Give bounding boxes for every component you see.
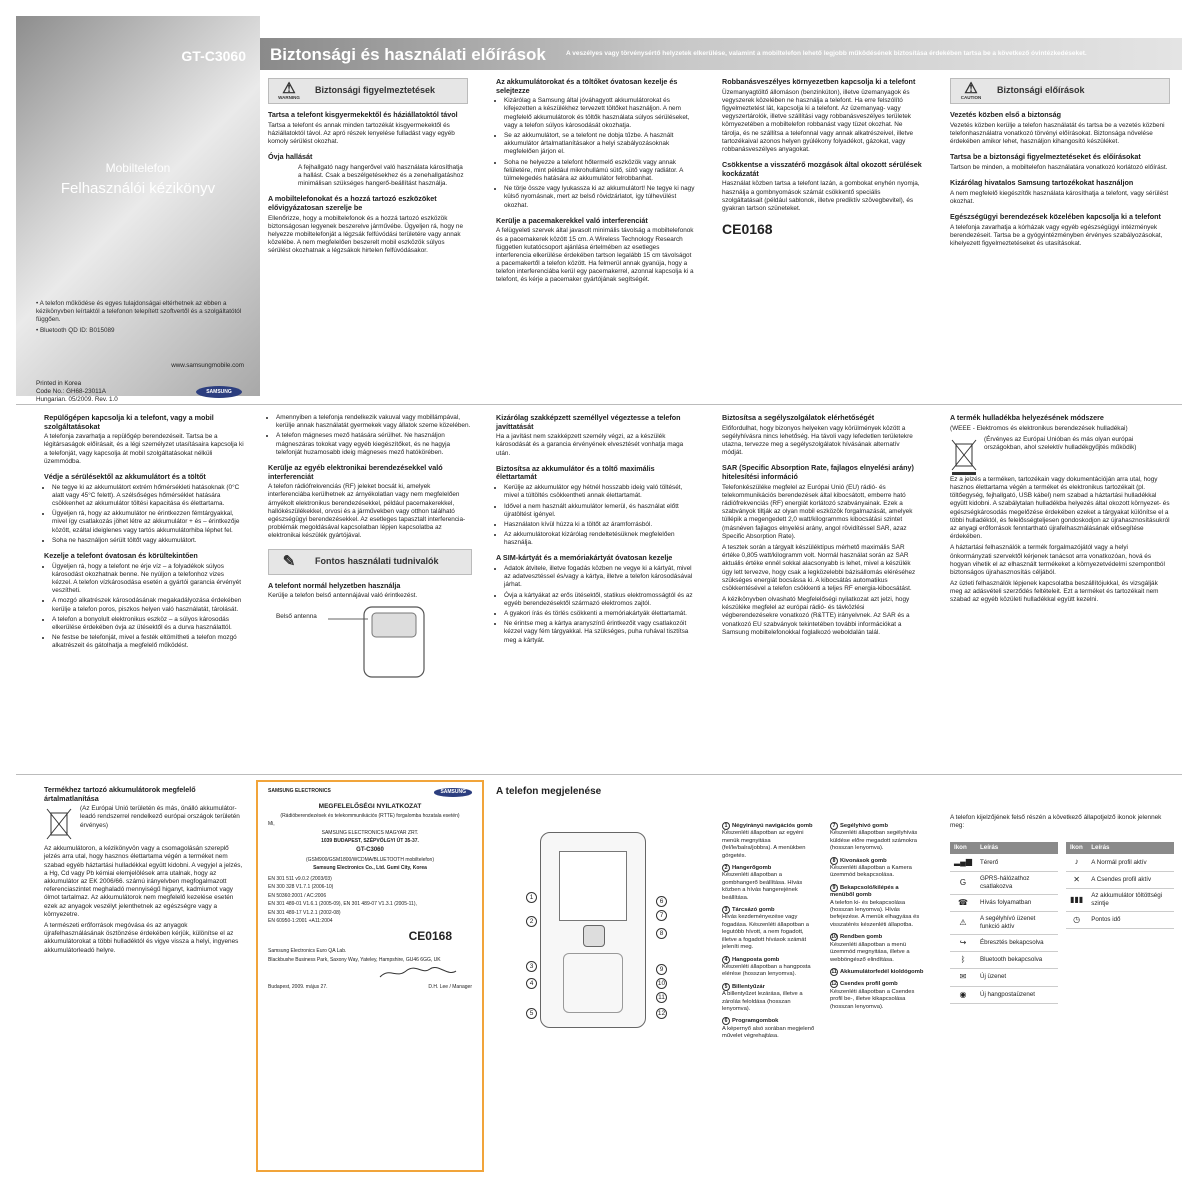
status-icon-table — [950, 842, 1058, 1003]
table-row: ▮▮▮ Az akkumulátor töltöttségi szintje — [1066, 889, 1174, 912]
section-text: Ellenőrizze, hogy a mobiltelefonok és a hozzá tartozó eszközök biztonságosan legyenek beszerelve járművébe. Ügyeljen rá, hogy ne helyezze mobiltelefonját a légzsák felfúvódási területére vagy annak közelébe. A nem megfelelően beszerelt mobil eszközök súlyos sérülést okozhatnak a légzsákok hirtelen felfúvódásakor. — [268, 214, 464, 255]
section-text: A telefonja zavarhatja a repülőgép berendezéseit. Tartsa be a légitársaságok előírásait, és a légi személyzet utasításaira kapcsolja ki a telefonját, vagy kapcsolja át mobil szolgáltatásokat nélküli üzemmódba. — [44, 433, 244, 465]
section-heading: Tartsa be a biztonsági figyelmeztetéseket és előírásokat — [950, 152, 1141, 162]
decl-subtitle: (Rádióberendezések és telekommunikációs (RTTE) forgalomba hozatala esetén) — [280, 812, 460, 819]
list-item: • A mozgó alkatrészek károsodásának megakadályozása érdekében kerülje a telefon poros, piszkos helyen való használatát, tárolását. — [52, 597, 244, 613]
list-item: • Soha ne használjon sérült töltőt vagy akkumulátort. — [52, 537, 244, 545]
decl-standard: EN 301 511 v9.0.2 (2003/03) — [268, 875, 332, 882]
list-item: • Óvja a kártyákat az erős ütésektől, statikus elektromosságtól és az egyéb berendezésektől származó elektromos zajtól. — [504, 592, 696, 608]
table-row: ◉ Új hangpostaüzenet — [950, 986, 1058, 1003]
section-heading: Egészségügyi berendezések közelében kapcsolja ki a telefont — [950, 212, 1161, 222]
section-heading: A SIM-kártyát és a memóriakártyát óvatosan kezelje — [496, 553, 673, 563]
mid-col-3 — [496, 414, 696, 774]
samsung-logo: SAMSUNG — [196, 386, 242, 398]
bullet-list — [504, 565, 696, 645]
table-row: ◷ Pontos idő — [1066, 911, 1174, 928]
antenna-label: Belső antenna — [276, 613, 317, 621]
list-item: • Az akkumulátorokat kizárólag rendeltetésüknek megfelelően használja. — [504, 531, 696, 547]
list-item: • Ne tegye ki az akkumulátort extrém hőmérsékleti hatásoknak (0°C alatt vagy 45°C felett). A szélsőséges hőmérséklet hatására csökkenhet az akkumulátor töltési kapacitása és élettartama. — [52, 484, 244, 509]
list-item: • A telefon a bonyolult elektronikus eszköz – a súlyos károsodás elkerülése érdekében óvja az ütésektől és a durva használattól. — [52, 616, 244, 632]
phone-screen — [559, 851, 627, 921]
list-item: • Használaton kívül húzza ki a töltőt az áramforrásból. — [504, 521, 696, 529]
decl-address: 1039 BUDAPEST, SZÉPVÖLGYI ÚT 35-37. — [321, 838, 419, 845]
antenna-figure — [268, 603, 472, 683]
section-heading: Vezetés közben első a biztonság — [950, 110, 1062, 119]
samsung-logo: SAMSUNG — [434, 788, 472, 797]
key-item: 9 Bekapcsoló/kilépés a menüből gomb A telefon ki- és bekapcsolása (hosszan lenyomva). Hívás befejezése. A menük elhagyása és visszatérés készenléti állapotba. — [830, 884, 920, 928]
table-row: ▂▄▆ Térerő — [950, 854, 1058, 871]
message-icon: ✉ — [950, 969, 976, 986]
bottom-col-3 — [496, 786, 926, 1171]
table-header: Ikon — [950, 842, 976, 854]
key-item: 2 Hangerőgomb Készenléti állapotban a gombhangerő beállítása. Hívás közben a hívás hangerejének beállítása. — [722, 865, 803, 901]
cover-panel — [16, 16, 260, 404]
battery-weee-block — [44, 805, 244, 845]
mid-col-1 — [44, 414, 244, 774]
section-text: A telefon rádiófrekvenciás (RF) jeleket bocsát ki, amelyek interferenciába kerülhetnek az árnyékolatlan vagy nem megfelelően árnyékolt elektronikus berendezésekkel, például pacemakerekkel, hallókészülékekkel, orvosi és a járművekben vagy otthon található egészségügyi berendezésekkel. Az esetleges tapasztalt interferencia-problémák megoldásával kapcsolatban lépjen kapcsolatba az elektronikai készülék gyártójával. — [268, 483, 466, 540]
section-heading: Kizárólag szakképzett személlyel végeztesse a telefon javíttatását — [496, 413, 681, 431]
top-col-1 — [268, 78, 468, 398]
decl-notified: Samsung Electronics Euro QA Lab. — [268, 948, 347, 955]
section-text: A telefonja zavarhatja a kórházak vagy egyéb egészségügyi intézmények berendezéseit. Tartsa be a gyógyintézményben érvényes szabályozásokat, kihelyezett figyelmeztetéseket és utasításokat. — [950, 223, 1163, 248]
section-heading: Termékhez tartozó akkumulátorok megfelelő ártalmatlanítása — [44, 785, 196, 803]
callout-5: 5 — [526, 1008, 537, 1019]
signal-icon: ▂▄▆ — [950, 854, 976, 871]
cover-title: Felhasználói kézikönyv — [60, 180, 216, 197]
mid-col-5 — [950, 414, 1170, 774]
list-item: • Ne érintse meg a kártya aranyszínű érintkezőit vagy csatlakozóit kézzel vagy fém tárgyakkal. Ha szükséges, puha ruhával tisztítsa meg a kártyát. — [504, 620, 696, 645]
print-info — [36, 380, 118, 404]
decl-text: Mi, — [268, 821, 275, 828]
list-item: • Ügyeljen rá, hogy az akkumulátor ne érintkezzen fémtárgyakkal, mivel így csatlakozás jöhet létre az akkumulátor + és – érintkezője között, ezáltal ideiglenes vagy tartós akkumulátorhiba léphet fel. — [52, 510, 244, 535]
normal-profile-icon: ♪ — [1066, 854, 1087, 871]
crossed-bin-icon — [950, 436, 978, 476]
status-icon-tables — [950, 842, 1176, 1003]
section-heading: Kezelje a telefont óvatosan és körültekintően — [44, 550, 198, 560]
table-row: ᛒ Bluetooth bekapcsolva — [950, 952, 1058, 969]
decl-standard: EN 60950-1:2001 +A11:2004 — [268, 918, 333, 925]
section-text: Üzemanyagtöltő állomáson (benzinkúton), illetve üzemanyagok és vegyszerek közelében ne használja a telefont. Ha erre felszólító figyelmeztetést lát, kapcsolja ki a telefont. Az üzemanyag- vagy vegyszertárolók, illetve szállítási vagy robbanásveszélyes területek környezetében a mobiltelefon robbanást vagy tüzet okozhat. Ne tárolja, és ne szállítsa a telefonnal vagy annak alkatrészeivel, illetve tartozékaival azonos helyen gyúlékony folyadékot, gázokat, vagy robbanásveszélyes anyagokat. — [722, 88, 914, 153]
section-text: Telefonkészüléke megfelel az Európai Unió (EU) rádió- és telekommunikációs berendezések által kibocsátott, emberre ható rádiófrekvenciás (RF) energiát korlátozó szabványainak. Ezek a szabványok tiltják az olyan mobil eszközök forgalmazását, amelyek túllépik a megengedett 2,0 watt/kilogrammos kibocsátási szintet (másnéven fajlagos elnyelési arány, angol rövidítéssel SAR, azaz Specific Absorption Rate). — [722, 483, 913, 540]
bluetooth-icon: ᛒ — [950, 952, 976, 969]
section-heading: Tartsa a telefont kisgyermekektől és háziállatoktól távol — [268, 110, 458, 119]
list-item: • Soha ne helyezze a telefont hőtermelő eszközök vagy annak felületére, mint például mikrohullámú sütő, sütő vagy radiátor. A túlmelegedés hatására az akkumulátor felrobbanhat. — [504, 159, 696, 184]
bottom-col-4 — [950, 814, 1176, 1044]
decl-standard: EN 301 489-01 V1.6.1 (2005-09), EN 301 489-07 V1.3.1 (2005-11), — [268, 901, 417, 908]
table-row: ✕ A Csendes profil aktív — [1066, 871, 1174, 888]
key-item: 3 Tárcsázó gomb Hívás kezdeményezése vagy fogadása. Készenléti állapotban a legutóbb hívott, a nem fogadott, illetve a fogadott hívások számát jeleníti meg. — [722, 907, 810, 951]
page-title: Biztonsági és használati előírások — [270, 45, 546, 64]
warning-box-title: Biztonsági figyelmeztetések — [315, 85, 436, 96]
section-text: (WEEE - Elektromos és elektronikus berendezések hulladékai) — [950, 424, 1128, 432]
section-text: A tesztek során a tárgyalt készüléktípus mérhető maximális SAR értéke 0,805 watt/kilogramm volt. Normál használat során az SAR aktuális értéke ennél sokkal alacsonyabb is lehet, mivel a készülék úgy lett tervezve, hogy csak a legközelebbi bázisállomás eléréséhez szükséges energiát bocsássa ki. A kibocsátás automatikus csökkentésével a telefon csökkenti a teljes RF energia-kibocsátást. — [722, 543, 916, 592]
website: www.samsungmobile.com — [171, 362, 244, 369]
decl-notified-address: Blackbushe Business Park, Saxony Way, Yateley, Hampshire, GU46 6GG, UK — [268, 956, 441, 963]
cover-notes — [36, 300, 242, 338]
callout-1: 1 — [526, 892, 537, 903]
key-list-right — [830, 822, 924, 1015]
print-line: Hungarian. 05/2009. Rev. 1.0 — [36, 396, 118, 404]
crossed-bin-icon — [44, 805, 74, 845]
section-text: A felügyeleti szervek által javasolt minimális távolság a mobiltelefonok és a pacemakerek között 15 cm. A Wireless Technology Research független kutatócsoport ajánlása értelmében az esetleges interferencia elkerülése érdekében tartson legalább 15 cm távolságot a pacemakertől a telefon között. Ha felmerül annak gyanúja, hogy a telefon interferenciába kerül egy pacemakerrel, azonnal kapcsolja ki a telefont, és kérje a pacemaker gyártójának segítségét. — [496, 227, 694, 284]
key-item: 6 Programgombok A képernyő alsó sorában megjelenő művelet végrehajtása. — [722, 1018, 815, 1040]
decl-standards — [268, 876, 472, 925]
decl-product: GT-C3060 — [356, 846, 384, 853]
voicemail-icon: ◉ — [950, 986, 976, 1003]
table-header: Leírás — [976, 842, 1058, 854]
callout-3: 3 — [526, 961, 537, 972]
icons-intro: A telefon kijelzőjének felső részén a következő állapotjelző ikonok jelennek meg: — [950, 814, 1162, 830]
list-item: • Kerülje az akkumulátor egy hétnél hosszabb ideig való töltését, mivel a túltöltés csökkentheti annak élettartamát. — [504, 484, 696, 500]
note-icon: ✎ — [282, 553, 296, 571]
mid-col-4 — [722, 414, 922, 774]
key-item: 11 Akkumulátorfedél kioldógomb — [831, 968, 924, 975]
top-col-4 — [950, 78, 1170, 398]
list-item: • Idővel a nem használt akkumulátor lemerül, és használat előtt újratöltést igényel. — [504, 503, 696, 519]
phone-antenna-illustration — [328, 603, 438, 683]
silent-profile-icon: ✕ — [1066, 871, 1087, 888]
key-item: 5 Billentyűzár A billentyűzet lezárása, illetve a zárolás feloldása (hosszan lenyomva). — [722, 983, 803, 1012]
key-item: 8 Kivonások gomb Készenléti állapotban a Kamera üzemmód bekapcsolása. — [830, 857, 912, 879]
bullet-list — [52, 563, 244, 651]
section-heading: SAR (Specific Absorption Rate, fajlagos elnyelési arány) hitelesítési információ — [722, 463, 914, 482]
warning-icon: ⚠ WARNING — [278, 80, 300, 101]
list-item: • Ne festse be telefonját, mivel a festék eltömítheti a telefon mozgó alkatrészeit és gátolhatja a megfelelő működést. — [52, 634, 244, 650]
clock-icon: ◷ — [1066, 911, 1087, 928]
divider — [16, 404, 1182, 405]
section-text: A háztartási felhasználók a termék forgalmazójától vagy a helyi önkormányzati szervektől kérjenek tanácsot arra vonatkozóan, hová és hogyan vihetik el az elhasznált termékeket a környezetvédelmi szempontból biztonságos újrahasznosítás céljából. — [950, 544, 1165, 576]
callout-7: 7 — [656, 910, 667, 921]
signature — [378, 965, 458, 981]
section-heading: Biztosítsa az akkumulátor és a töltő maximális élettartamát — [496, 463, 655, 482]
section-text: Használat közben tartsa a telefont lazán, a gombokat enyhén nyomja, használja a gombnyomások számát csökkentő speciális szolgáltatásait (például sablonok, illetve prediktív szövegbevitel), és gyakran tartson szüneteket. — [722, 180, 920, 212]
ce-mark: CE0168 — [722, 221, 773, 238]
list-item: • Se az akkumulátort, se a telefont ne dobja tűzbe. A használt akkumulátor ártalmatlanításakor a helyi szabályozásoknak megfelelően járjon el. — [504, 132, 696, 157]
section-text: Előfordulhat, hogy bizonyos helyeken vagy körülmények között a segélyhívásra nincs lehetőség. Ha távoli vagy lefedetlen területekre utazna, tervezze meg a segélyszolgálatok hívásának alternatív módját. — [722, 424, 913, 457]
callout-4: 4 — [526, 978, 537, 989]
battery-icon: ▮▮▮ — [1066, 889, 1087, 912]
declaration-of-conformity — [256, 780, 484, 1172]
cover-note: • Bluetooth QD ID: B015089 — [36, 327, 115, 335]
bullet-list — [504, 484, 696, 547]
decl-place: Budapest, 2009. május 27. — [268, 983, 328, 990]
list-item: • Amennyiben a telefonja rendelkezik vakuval vagy mobillámpával, kerülje annak használatát gyermekek vagy állatok szeme közelében. — [276, 414, 472, 430]
caution-box — [950, 78, 1170, 104]
list-item: • Adatok átvitele, illetve fogadás közben ne vegye ki a kártyát, mivel az adatvesztéssel és/vagy a kártya, illetve a telefon károsodásával járhat. — [504, 565, 696, 590]
sos-icon: ⚠ — [950, 911, 976, 934]
caution-box-title: Biztonsági előírások — [997, 85, 1085, 96]
decl-title: MEGFELELŐSÉGI NYILATKOZAT — [318, 802, 422, 810]
section-heading: Kerülje az egyéb elektronikai berendezésekkel való interferenciát — [268, 462, 443, 481]
list-item: • Ügyeljen rá, hogy a telefont ne érje víz – a folyadékok súlyos károsodást okozhatnak benne. Ne nyúljon a telefonhoz vizes kézzel. A telefon vízkárosodása esetén a gyártói garancia érvényét veszítheti. — [52, 563, 244, 596]
section-heading: A mobiltelefonokat és a hozzá tartozó eszközöket elővigyázatosan szerelje be — [268, 194, 437, 213]
divider — [16, 774, 1182, 775]
phone-nav-key — [583, 925, 605, 947]
table-header: Ikon — [1066, 842, 1087, 854]
top-col-2 — [496, 78, 696, 398]
key-list-left — [722, 822, 818, 1045]
section-heading: Óvja hallását — [268, 152, 313, 162]
table-row: ♪ A Normál profil aktív — [1066, 854, 1174, 871]
warning-box — [268, 78, 468, 104]
bottom-col-1 — [44, 786, 244, 1166]
header-bar — [260, 38, 1182, 70]
table-row: ↪ Ébresztés bekapcsolva — [950, 934, 1058, 951]
caution-icon: ⚠ CAUTION — [960, 80, 982, 101]
page-subtitle: A veszélyes vagy törvénysértő helyzetek elkerülése, valamint a mobiltelefon lehető legjobb működésének biztosítása érdekében tartsa be a következő óvintézkedéseket. — [566, 50, 1087, 57]
section-text: Vezetés közben kerülje a telefon használatát és tartsa be a vezetés közbeni telefonhasználatra vonatkozó törvényi előírásokat. Biztonsága növelése érdekében amikor lehet, használjon kihangosító készüléket. — [950, 121, 1165, 146]
key-item: 12 Csendes profil gomb Készenléti állapotban a Csendes profil be-, illetve kikapcsolása (hosszan lenyomva). — [830, 981, 915, 1010]
print-line: Printed in Korea — [36, 380, 82, 387]
model-name: GT-C3060 — [181, 48, 246, 64]
decl-standard: EN 301 489-17 V1.2.1 (2002-08) — [268, 909, 341, 916]
decl-footer — [268, 984, 472, 991]
section-heading: A termék hulladékba helyezésének módszere — [950, 413, 1104, 422]
decl-signatory: D.H. Lee / Manager — [428, 983, 472, 990]
section-text: Az üzleti felhasználók lépjenek kapcsolatba beszállítójukkal, és vizsgálják meg az adásvételi szerződés feltételeit. Ezt a terméket és tartozékait nem szabad az egyéb közületi hulladékkal együtt kezelni. — [950, 580, 1159, 604]
section-text: A fejhallgató nagy hangerővel való használata károsíthatja a hallást. Csak a beszélgetésekhez és a zenehallgatáshoz minimálisan szükséges hangerő-beállítást használja. — [298, 163, 464, 188]
call-icon: ☎ — [950, 894, 976, 911]
callout-12: 12 — [657, 1010, 666, 1017]
ce-mark: CE0168 — [408, 928, 452, 943]
callout-6: 6 — [656, 896, 667, 907]
alarm-icon: ↪ — [950, 934, 976, 951]
usage-box — [268, 549, 472, 575]
cover-subtitle: Mobiltelefon — [105, 161, 171, 175]
section-heading: A telefont normál helyzetben használja — [268, 580, 401, 590]
table-header: Leírás — [1087, 842, 1174, 854]
cover-note: • A telefon működése és egyes tulajdonságai eltérhetnek az ebben a kézikönyvben leírtaktól a telefonon telepített szoftvertől és a szolgáltatótól függően. — [36, 300, 242, 324]
decl-company: SAMSUNG ELECTRONICS MAGYAR ZRT. — [321, 829, 419, 836]
mid-col-2 — [268, 414, 472, 774]
section-text: Az akkumulátoron, a kézikönyvön vagy a csomagolásán szereplő jelzés arra utal, hogy hasznos élettartama végén a terméket nem szabad egyéb háztartási hulladékkal együtt kidobni. A vegyjel a jelzés, a Hg, Cd vagy Pb kémiai elemjelölések arra utalnak, hogy az akkumulátor az EK 2006/66. számú irányelvben megfogalmazott referenciaszintet meghaladó mennyiségű higanyt, kadmiumot vagy ólmot tartalmaz. Az akkumulátorok nem megfelelő kezelése esetén ezek az anyagok veszélyt jelenthetnek az egészségre vagy a környezetre. — [44, 845, 243, 918]
bullet-list — [504, 97, 696, 209]
key-item: 7 Segélyhívó gomb Készenléti állapotban segélyhívás küldése előre megadott számokra (hosszan lenyomva). — [830, 823, 918, 852]
section-text: A természeti erőforrások megóvása és az anyagok újrafelhasználásának ösztönzése érdekében kérjük, különítse el az akkumulátorokat a többi hulladéktól és vigye vissza a helyi, ingyenes akkumulátorleadó helyre. — [44, 921, 239, 954]
section-heading: Az akkumulátorokat és a töltőket óvatosan kezelje és selejtezze — [496, 77, 678, 95]
section-text: Kerülje a telefon belső antennájával való érintkezést. — [268, 592, 418, 600]
callout-8: 8 — [656, 928, 667, 939]
section-text: Tartsa a telefont és annak minden tartozékát kisgyermekektől és háziállatoktól távol. Az apró részek lenyelése fulladást vagy egyéb komoly sérülést okozhat. — [268, 121, 455, 146]
table-row: ✉ Új üzenet — [950, 969, 1058, 986]
gprs-icon: G — [950, 871, 976, 894]
list-item: • A gyakori írás és törlés csökkenti a memóriakártyák élettartamát. — [504, 610, 696, 618]
table-row: ⚠ A segélyhívó üzenet funkció aktív — [950, 911, 1058, 934]
decl-standard: EN 50360:2001 / AC:2006 — [268, 892, 327, 899]
callout-9: 9 — [656, 964, 667, 975]
phone-layout-title: A telefon megjelenése — [496, 786, 602, 797]
section-text: (Az Európai Unió területén és más, önálló akkumulátor-leadó rendszerrel rendelkező európai országok területén érvényes) — [80, 805, 240, 829]
decl-header — [268, 788, 472, 797]
section-heading: Robbanásveszélyes környezetben kapcsolja ki a telefont — [722, 77, 916, 86]
weee-block — [950, 436, 1170, 476]
top-col-3 — [722, 78, 922, 398]
table-row: G GPRS-hálózathoz csatlakozva — [950, 871, 1058, 894]
phone-keypad — [563, 953, 623, 1013]
print-line: Code No.: GH68-23011A — [36, 388, 106, 396]
section-heading: Biztosítsa a segélyszolgálatok elérhetőségét — [722, 413, 875, 422]
section-text: Tartson be minden, a mobiltelefon használatára vonatkozó korlátozó előírást. — [950, 163, 1168, 171]
section-heading: Csökkentse a visszatérő mozgások által okozott sérülések kockázatát — [722, 160, 922, 178]
section-text: (Érvényes az Európai Unióban és más olyan európai országokban, ahol szelektív hulladékgyűjtés működik) — [984, 435, 1137, 452]
section-heading: Védje a sérülésektől az akkumulátort és a töltőt — [44, 472, 206, 482]
bullet-list — [276, 414, 472, 457]
usage-box-title: Fontos használati tudnivalók — [315, 555, 439, 566]
key-item: 4 Hangposta gomb Készenléti állapotban a hangposta elérése (hosszan lenyomva). — [722, 956, 811, 978]
list-item: • Kizárólag a Samsung által jóváhagyott akkumulátorokat és kifejezetten a készülékhez tervezett töltőket használjon. A nem megfelelő akkumulátorok és töltők használata súlyos sérüléseket, vagy a telefon súlyos károsodását okozhatja. — [504, 97, 696, 130]
bullet-list — [52, 484, 244, 545]
decl-maker: Samsung Electronics Co., Ltd. Gumi City, Korea — [313, 865, 427, 872]
section-text: Ha a javítást nem szakképzett személy végzi, az a készülék károsodását és a garancia érvényének elvesztését vonhatja maga után. — [496, 433, 684, 457]
decl-standard: EN 300 328 V1.7.1 (2006-10) — [268, 884, 334, 891]
phone-illustration — [540, 832, 646, 1028]
list-item: • A telefon mágneses mező hatására sérülhet. Ne használjon mágneszáras tokokat vagy egyéb kiegészítőket, és ne hagyja telefonját huzamosabb ideig mágneses mező hatókörében. — [276, 432, 472, 457]
section-heading: Kizárólag hivatalos Samsung tartozékokat használjon — [950, 178, 1134, 188]
section-heading: Repülőgépen kapcsolja ki a telefont, vagy a mobil szolgáltatásokat — [44, 413, 214, 431]
key-item: 1 Négyirányú navigációs gomb Készenléti állapotban az egyéni menük megnyitása (fel/le/balra/jobbra). A menükben görgetés. — [722, 823, 813, 859]
callout-11: 11 — [656, 992, 667, 1003]
list-item: • Ne törje össze vagy lyukassza ki az akkumulátort! Ne tegye ki nagy külső nyomásnak, mert az belső rövidzárlatot, így túlhevülést okozhat. — [504, 185, 696, 210]
section-text: Ez a jelzés a terméken, tartozékain vagy dokumentációján arra utal, hogy hasznos élettartama végén a terméket és elektronikus tartozékait (pl. töltőegység, fejhallgató, USB kábel) nem szabad a háztartási hulladékkal együtt kidobni. A szabálytalan hulladékba helyezés által okozott környezet- és egészségkárosodás megelőzése érdekében ezeket a tárgyakat különítse el a többi hulladéktól, és felelősségteljesen gondoskodjon az újrahasznosításukról az anyagi erőforrások fenntartható újrafelhasználásának elősegítése érdekében. — [950, 475, 1170, 541]
key-item: 10 Rendben gomb Készenléti állapotban a menü üzemmód megnyitása, illetve a webböngésző elindítása. — [830, 934, 910, 963]
callout-2: 2 — [526, 916, 537, 927]
table-row: ☎ Hívás folyamatban — [950, 894, 1058, 911]
section-heading: Kerülje a pacemakerekkel való interferenciát — [496, 215, 648, 225]
section-text: A kézikönyvben olvasható Megfelelőségi nyilatkozat azt jelzi, hogy készüléke megfelel az európai rádió- és távközlési végberendezésekre vonatkozó (R&TTE) irányelvnek. Az SAR és a vonatkozó EU szabványok tekintetében további információkat a Samsung mobiltelefonokkal foglalkozó weboldalán talál. — [722, 596, 910, 636]
callout-10: 10 — [657, 980, 666, 987]
status-icon-table — [1066, 842, 1174, 929]
decl-product-desc: (GSM900/GSM1800/WCDMA/BLUETOOTH mobiltelefon) — [305, 856, 434, 863]
decl-brand: SAMSUNG ELECTRONICS — [268, 788, 331, 794]
section-text: A nem megfelelő kiegészítők használata károsíthatja a telefont, vagy sérülést okozhat. — [950, 189, 1169, 205]
